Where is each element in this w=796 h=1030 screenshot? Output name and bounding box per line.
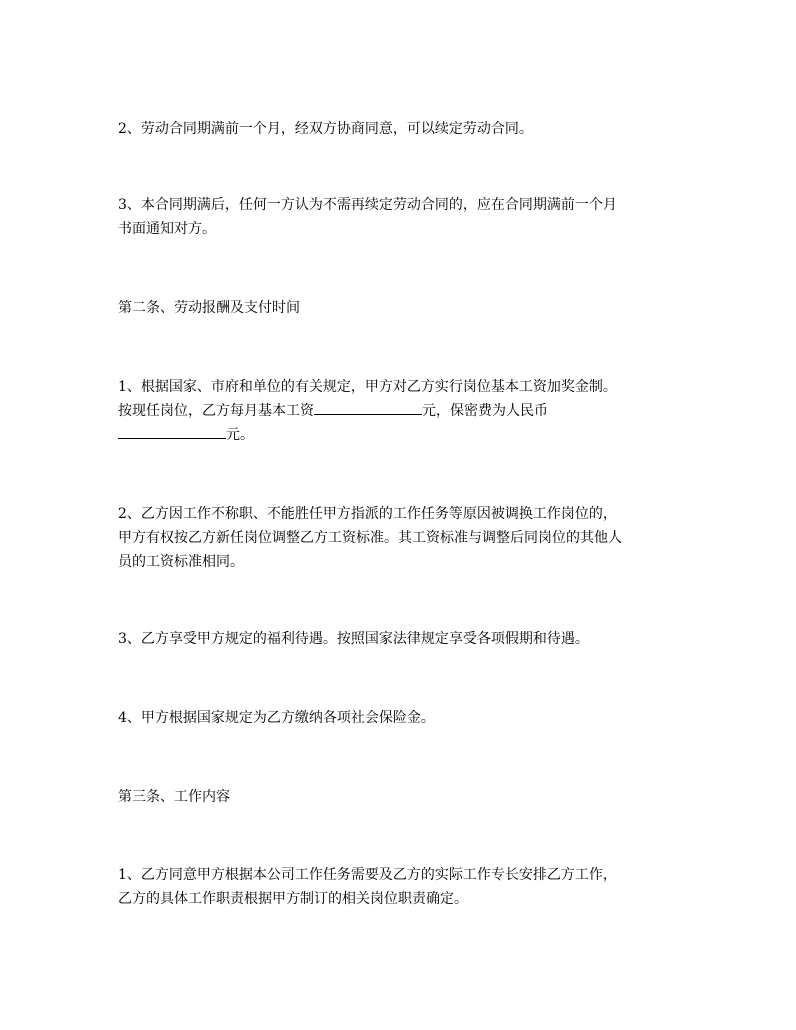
clause-position-adjustment-paragraph: [118, 502, 678, 574]
text-line: 2、乙方因工作不称职、不能胜任甲方指派的工作任务等原因被调换工作岗位的，: [118, 506, 617, 522]
confidentiality-fee-blank: [118, 423, 226, 439]
text-line: 1、根据国家、市府和单位的有关规定，甲方对乙方实行岗位基本工资加奖金制。: [118, 379, 617, 395]
clause-renewal-paragraph: [118, 117, 678, 141]
text-line: 3、乙方享受甲方规定的福利待遇。按照国家法律规定享受各项假期和待遇。: [118, 631, 589, 647]
text-fragment: 按现任岗位，乙方每月基本工资: [118, 403, 314, 419]
text-line: 2、劳动合同期满前一个月，经双方协商同意，可以续定劳动合同。: [118, 121, 533, 137]
section-title: 第二条、劳动报酬及支付时间: [118, 300, 300, 316]
text-line: 乙方的具体工作职责根据甲方制订的相关岗位职责确定。: [118, 891, 468, 907]
text-line: 甲方有权按乙方新任岗位调整乙方工资标准。其工资标准与调整后同岗位的其他人: [118, 530, 622, 546]
clause-salary-paragraph: [118, 375, 678, 447]
text-line: 员的工资标准相同。: [118, 554, 244, 570]
section-title: 第三条、工作内容: [118, 789, 230, 805]
text-fragment: 元。: [226, 427, 254, 443]
text-line: 3、本合同期满后，任何一方认为不需再续定劳动合同的，应在合同期满前一个月: [118, 197, 617, 213]
section-heading-article-3: [118, 785, 678, 809]
text-line: 1、乙方同意甲方根据本公司工作任务需要及乙方的实际工作专长安排乙方工作，: [118, 867, 617, 883]
clause-social-insurance-paragraph: [118, 706, 678, 730]
clause-termination-notice-paragraph: [118, 193, 678, 241]
clause-benefits-paragraph: [118, 627, 678, 651]
section-heading-article-2: [118, 296, 678, 320]
text-line: [118, 399, 678, 423]
text-line: [118, 423, 678, 447]
salary-amount-blank: [314, 399, 422, 415]
clause-work-content-paragraph: [118, 863, 678, 911]
text-line: 4、甲方根据国家规定为乙方缴纳各项社会保险金。: [118, 710, 435, 726]
text-line: 书面通知对方。: [118, 221, 216, 237]
text-fragment: 元，保密费为人民币: [422, 403, 548, 419]
